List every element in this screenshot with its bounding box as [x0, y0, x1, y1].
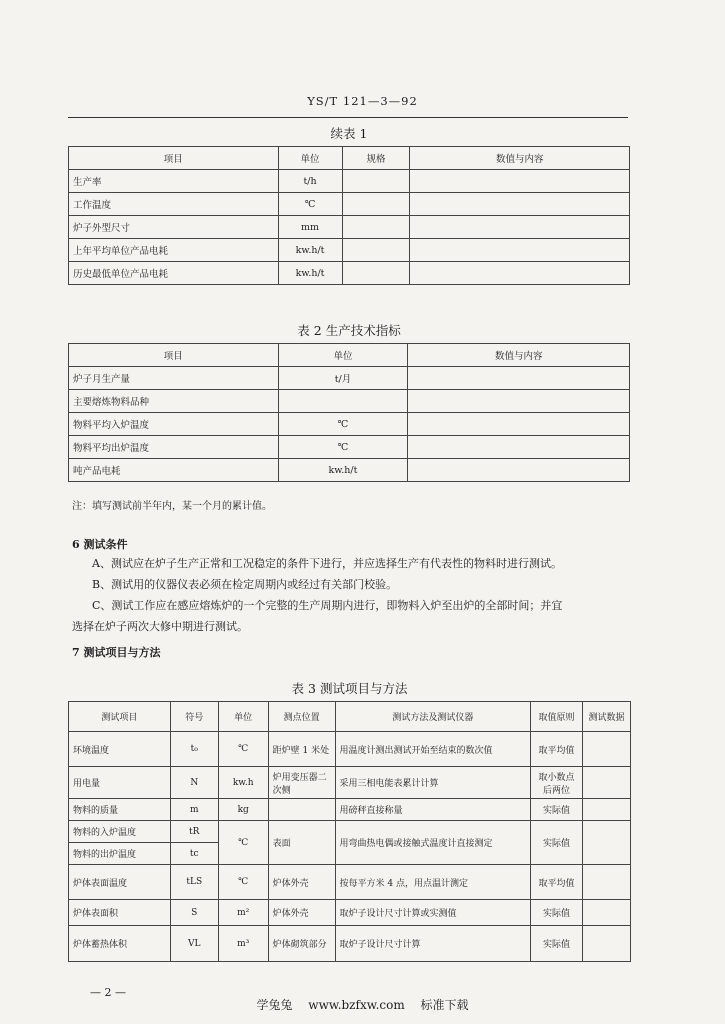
- header-rule: [68, 117, 628, 118]
- table3-cell-symbol: tR: [170, 821, 218, 843]
- table1-cell-spec: [342, 262, 410, 285]
- table3-header-row: [69, 702, 631, 732]
- section6-para-c-cont: 选择在炉子两次大修中期进行测试。: [72, 620, 248, 633]
- table-row: [69, 239, 630, 262]
- table2-caption: 表 2 生产技术指标: [297, 323, 401, 338]
- table3-cell-principle: 取平均值: [531, 732, 583, 767]
- table2-cell-item: 物料平均出炉温度: [69, 436, 279, 459]
- table3-cell-location: 距炉壁 1 米处: [268, 732, 335, 767]
- table3-cell-item: 物料的出炉温度: [69, 843, 171, 865]
- table3-cell-method: 采用三相电能表累计计算: [335, 767, 531, 799]
- table3-cell-symbol: tc: [170, 843, 218, 865]
- table-row: [69, 413, 630, 436]
- table2: [68, 343, 630, 482]
- table2-header-cell: 数值与内容: [408, 344, 630, 367]
- section7-heading: 7 测试项目与方法: [72, 646, 161, 659]
- watermark-site-name: 学兔兔: [256, 998, 293, 1012]
- table-row: [69, 367, 630, 390]
- table3-header-cell: 测试数据: [583, 702, 631, 732]
- watermark-url[interactable]: www.bzfxw.com: [308, 998, 405, 1012]
- table1-header-cell: 单位: [278, 147, 342, 170]
- table3-cell-unit: m³: [218, 926, 268, 962]
- table3-cell-data: [583, 767, 631, 799]
- table1-cell-value: [410, 193, 630, 216]
- table1-cell-value: [410, 262, 630, 285]
- table1-cell-unit: ℃: [278, 193, 342, 216]
- table3-header-cell: 单位: [218, 702, 268, 732]
- table3-cell-item: 用电量: [69, 767, 171, 799]
- table3-cell-unit: ℃: [218, 732, 268, 767]
- table3-cell-unit: kw.h: [218, 767, 268, 799]
- table3-cell-data: [583, 821, 631, 865]
- table1-cell-unit: t/h: [278, 170, 342, 193]
- table2-cell-value: [408, 436, 630, 459]
- table-row: [69, 193, 630, 216]
- table-row: [69, 767, 631, 799]
- table2-cell-value: [408, 459, 630, 482]
- table2-header-row: [69, 344, 630, 367]
- table2-cell-unit: kw.h/t: [278, 459, 408, 482]
- table1-cell-unit: kw.h/t: [278, 239, 342, 262]
- table-row: [69, 459, 630, 482]
- table3-cell-unit: ℃: [218, 865, 268, 900]
- table1-caption: 续表 1: [330, 126, 368, 141]
- table1-header-cell: 规格: [342, 147, 410, 170]
- table3-cell-data: [583, 926, 631, 962]
- table2-header-cell: 项目: [69, 344, 279, 367]
- table3-header-cell: 测点位置: [268, 702, 335, 732]
- table1-header-row: [69, 147, 630, 170]
- table-row: [69, 926, 631, 962]
- table-row: [69, 262, 630, 285]
- page-number: — 2 —: [90, 986, 126, 999]
- table3-cell-symbol: t₀: [170, 732, 218, 767]
- table3-cell-location: 炉体砌筑部分: [268, 926, 335, 962]
- table1-cell-spec: [342, 239, 410, 262]
- table3: [68, 701, 631, 962]
- table2-cell-unit: ℃: [278, 413, 408, 436]
- table2-header-cell: 单位: [278, 344, 408, 367]
- table3-cell-principle: 取小数点后两位: [531, 767, 583, 799]
- table3-cell-unit: ℃: [218, 821, 268, 865]
- table2-cell-value: [408, 390, 630, 413]
- table3-cell-symbol: VL: [170, 926, 218, 962]
- table-row: [69, 732, 631, 767]
- table2-cell-item: 主要熔炼物料品种: [69, 390, 279, 413]
- table3-cell-symbol: S: [170, 900, 218, 926]
- table3-cell-item: 物料的入炉温度: [69, 821, 171, 843]
- table3-cell-principle: 实际值: [531, 926, 583, 962]
- table3-cell-location: 表面: [268, 821, 335, 865]
- table2-cell-value: [408, 367, 630, 390]
- table3-cell-symbol: N: [170, 767, 218, 799]
- table-row: [69, 900, 631, 926]
- table-row: [69, 799, 631, 821]
- watermark-label: 标准下载: [420, 998, 469, 1012]
- table-row: [69, 170, 630, 193]
- table-row: [69, 821, 631, 843]
- watermark: [0, 996, 725, 1013]
- table1: [68, 146, 630, 285]
- table3-cell-location: 炉体外壳: [268, 900, 335, 926]
- table3-header-cell: 测试方法及测试仪器: [335, 702, 531, 732]
- table3-cell-principle: 实际值: [531, 900, 583, 926]
- table2-cell-item: 吨产品电耗: [69, 459, 279, 482]
- section6-para-b: B、测试用的仪器仪表必须在检定周期内或经过有关部门校验。: [92, 578, 398, 591]
- table1-header-cell: 数值与内容: [410, 147, 630, 170]
- section6-para-a: A、测试应在炉子生产正常和工况稳定的条件下进行，并应选择生产有代表性的物料时进行测试。: [92, 557, 562, 570]
- table3-cell-item: 炉体蓄热体积: [69, 926, 171, 962]
- table3-cell-unit: m²: [218, 900, 268, 926]
- table3-cell-principle: 取平均值: [531, 865, 583, 900]
- table3-cell-method: 取炉子设计尺寸计算: [335, 926, 531, 962]
- table3-cell-data: [583, 732, 631, 767]
- table-row: [69, 216, 630, 239]
- table2-cell-value: [408, 413, 630, 436]
- table3-cell-principle: 实际值: [531, 821, 583, 865]
- table1-cell-item: 历史最低单位产品电耗: [69, 262, 279, 285]
- table1-cell-unit: mm: [278, 216, 342, 239]
- table3-caption: 表 3 测试项目与方法: [291, 681, 408, 696]
- standard-code: YS/T 121—3—92: [307, 94, 418, 108]
- table-row: [69, 865, 631, 900]
- section6-heading: 6 测试条件: [72, 538, 128, 551]
- table-row: [69, 390, 630, 413]
- table3-cell-principle: 实际值: [531, 799, 583, 821]
- table1-cell-item: 上年平均单位产品电耗: [69, 239, 279, 262]
- table3-cell-item: 炉体表面温度: [69, 865, 171, 900]
- table3-cell-location: 炉体外壳: [268, 865, 335, 900]
- table1-cell-item: 炉子外型尺寸: [69, 216, 279, 239]
- table3-cell-unit: kg: [218, 799, 268, 821]
- table1-cell-spec: [342, 170, 410, 193]
- table2-note: 注：填写测试前半年内，某一个月的累计值。: [72, 501, 272, 512]
- table1-cell-value: [410, 216, 630, 239]
- table3-cell-method: 用磅秤直接称量: [335, 799, 531, 821]
- table3-cell-location: 炉用变压器二次侧: [268, 767, 335, 799]
- table3-cell-data: [583, 900, 631, 926]
- table3-cell-data: [583, 865, 631, 900]
- table1-cell-spec: [342, 193, 410, 216]
- table2-cell-unit: t/月: [278, 367, 408, 390]
- table1-cell-spec: [342, 216, 410, 239]
- table3-header-cell: 测试项目: [69, 702, 171, 732]
- table3-cell-symbol: m: [170, 799, 218, 821]
- table3-cell-method: 取炉子设计尺寸计算或实测值: [335, 900, 531, 926]
- table2-cell-item: 物料平均入炉温度: [69, 413, 279, 436]
- table3-header-cell: 符号: [170, 702, 218, 732]
- table3-cell-item: 炉体表面积: [69, 900, 171, 926]
- table3-cell-item: 环境温度: [69, 732, 171, 767]
- table1-header-cell: 项目: [69, 147, 279, 170]
- table3-cell-data: [583, 799, 631, 821]
- table3-header-cell: 取值原则: [531, 702, 583, 732]
- table-row: [69, 436, 630, 459]
- table2-cell-unit: [278, 390, 408, 413]
- table1-cell-item: 工作温度: [69, 193, 279, 216]
- table3-cell-symbol: tLS: [170, 865, 218, 900]
- table3-cell-method: 用弯曲热电偶或接触式温度计直接测定: [335, 821, 531, 865]
- table2-cell-item: 炉子月生产量: [69, 367, 279, 390]
- table1-cell-value: [410, 170, 630, 193]
- table1-cell-item: 生产率: [69, 170, 279, 193]
- table2-cell-unit: ℃: [278, 436, 408, 459]
- table1-cell-value: [410, 239, 630, 262]
- table3-cell-location: [268, 799, 335, 821]
- section6-para-c: C、测试工作应在感应熔炼炉的一个完整的生产周期内进行，即物料入炉至出炉的全部时间；并宜: [92, 599, 563, 612]
- table3-cell-item: 物料的质量: [69, 799, 171, 821]
- table1-cell-unit: kw.h/t: [278, 262, 342, 285]
- table3-cell-method: 按每平方米 4 点，用点温计测定: [335, 865, 531, 900]
- table3-cell-method: 用温度计测出测试开始至结束的数次值: [335, 732, 531, 767]
